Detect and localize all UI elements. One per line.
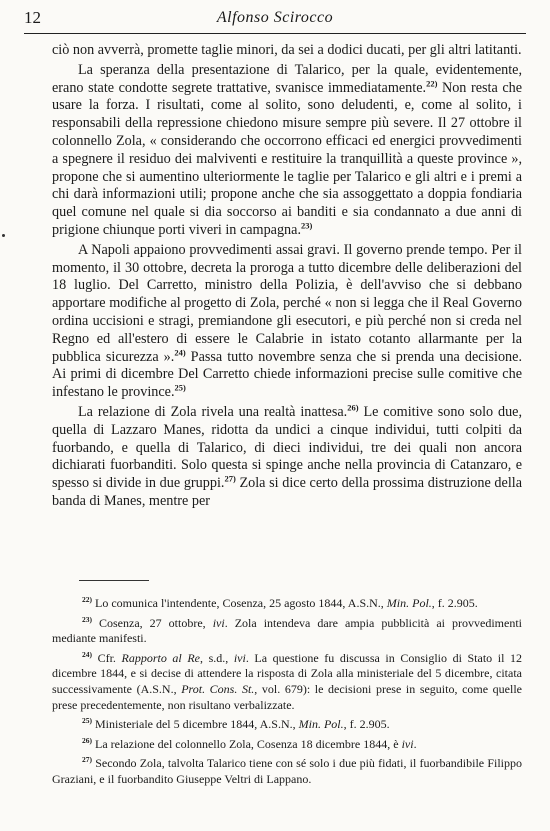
text-run: Secondo Zola, talvolta Talarico tiene con sé solo i due più fidati, il fuorbandibile Filippo Graziani, e il fuorbandito Giuseppe Veltri di Lappano. (52, 756, 522, 786)
note-ref: 26) (347, 402, 359, 413)
italic-text: ivi (212, 615, 225, 630)
text-run: , s.d., (200, 650, 234, 665)
margin-mark (2, 234, 5, 237)
page-number: 12 (24, 8, 41, 27)
text-run: Non resta che usare la forza. I risultati, come al solito, sono deludenti, e, come al solito, i responsabili della repressione chiedono misure sempre più severe. Il 27 ottobre il colonnello Zola, « considerando che occorrono efficaci ed energici provvedimenti a spegnere il residuo dei malviventi e restituire la tranquillità a queste province », propone che si aumentino ulteriormente le taglie per Talarico e gli altri e i premi a chi darà informazioni utili; propone anche che sia assoggettato a doppia fondiaria quel comune nel quale si dia soccorso ai banditi e sia condannato a due anni di prigione chiunque porti viveri in campagna. (52, 79, 523, 238)
text-run: Cosenza, 27 ottobre, (92, 615, 213, 630)
footnote (52, 651, 522, 713)
italic-text: Min. Pol. (298, 717, 344, 732)
text-run: Ministeriale del 5 dicembre 1844, A.S.N., (92, 717, 299, 732)
paragraph (52, 242, 522, 402)
header-rule (24, 33, 526, 34)
footnote (52, 717, 522, 733)
text-run: , f. 2.905. (343, 717, 390, 732)
text-run: La relazione del colonnello Zola, Cosenza 18 dicembre 1844, è (92, 736, 402, 751)
note-ref: 25) (82, 716, 92, 726)
footnotes (52, 596, 522, 792)
text-run: . Zola intendeva dare ampia pubblicità ai provvedimenti mediante manifesti. (52, 615, 522, 646)
text-run: . La questione fu discussa in Consiglio di Stato il 12 dicembre 1844, e si decise di attendere la risposta di Zola alla ministeriale del 5 dicembre, citata successivamente (A.S.N., (52, 650, 522, 696)
italic-text: Rapporto al Re (121, 650, 200, 665)
note-ref: 23) (301, 220, 313, 231)
note-ref: 24) (174, 346, 186, 357)
note-ref: 22) (426, 77, 438, 88)
text-run: ciò non avverrà, promette taglie minori, da sei a dodici ducati, per gli altri latitanti. (52, 42, 522, 58)
text-run: La speranza della presentazione di Talarico, per la quale, evidentemente, erano state condotte segrete trattative, svanisce immediatamente. (52, 61, 522, 96)
note-ref: 27) (224, 473, 236, 484)
running-title: Alfonso Scirocco (216, 9, 334, 26)
note-ref: 24) (82, 649, 92, 659)
italic-text: ivi (233, 650, 246, 665)
text-run: , f. 2.905. (431, 596, 478, 610)
text-run: La relazione di Zola rivela una realtà inattesa. (78, 403, 348, 420)
italic-text: Prot. Cons. St. (181, 681, 255, 696)
footnote (52, 596, 522, 612)
text-run: Lo comunica l'intendente, Cosenza, 25 agosto 1844, A.S.N., (92, 596, 387, 610)
body-text (52, 42, 522, 513)
text-run: , vol. 679): le decisioni prese in seguito, come quelle prese precedentemente, non risultano verbalizzate. (52, 681, 522, 712)
paragraph (52, 404, 522, 511)
footnote (52, 616, 522, 647)
note-ref: 26) (82, 735, 92, 745)
note-ref: 23) (82, 614, 92, 624)
paragraph (52, 42, 522, 60)
text-run: Cfr. (92, 650, 122, 665)
italic-text: Min. Pol. (386, 596, 432, 610)
text-run: Passa tutto novembre senza che si prenda una decisione. Ai primi di dicembre Del Carretto chiede informazioni precise sulle comitive che infestano le province. (52, 348, 522, 401)
page-header (24, 8, 526, 30)
text-run: Le comitive sono solo due, quella di Lazzaro Manes, ridotta da undici a cinque individui, tutti colpiti da fuorbando, e quella di Talarico, di dieci individui, tre dei quali non ancora dichiarati fuorbanditi. Solo questa si spinge anche nella provincia di Catanzaro, e spesso si divide in due gruppi. (52, 403, 523, 492)
text-run: A Napoli appaiono provvedimenti assai gravi. Il governo prende tempo. Per il momento, il 30 ottobre, decreta la proroga a tutto dicembre delle deliberazioni del 18 luglio. Del Carretto, ministro della Polizia, è dell'avviso che si debbano apportare modifiche al progetto di Zola, perché « non si legga che il Real Governo ordina uccisioni e stragi, premiandone gli esecutori, e più perché non si creda nel Regno ed all'estero di essere le Calabrie in istato cotanto allarmante per la pubblica sicurezza ». (52, 241, 522, 365)
footnote (52, 756, 522, 787)
italic-text: ivi (401, 736, 414, 751)
footnote-separator (79, 580, 149, 581)
note-ref: 25) (174, 382, 186, 393)
note-ref: 22) (82, 595, 92, 604)
footnote (52, 737, 522, 753)
paragraph (52, 62, 522, 240)
text-run: Zola si dice certo della prossima distruzione della banda di Manes, mentre per (52, 475, 522, 509)
text-run: . (413, 736, 417, 751)
note-ref: 27) (82, 755, 92, 765)
